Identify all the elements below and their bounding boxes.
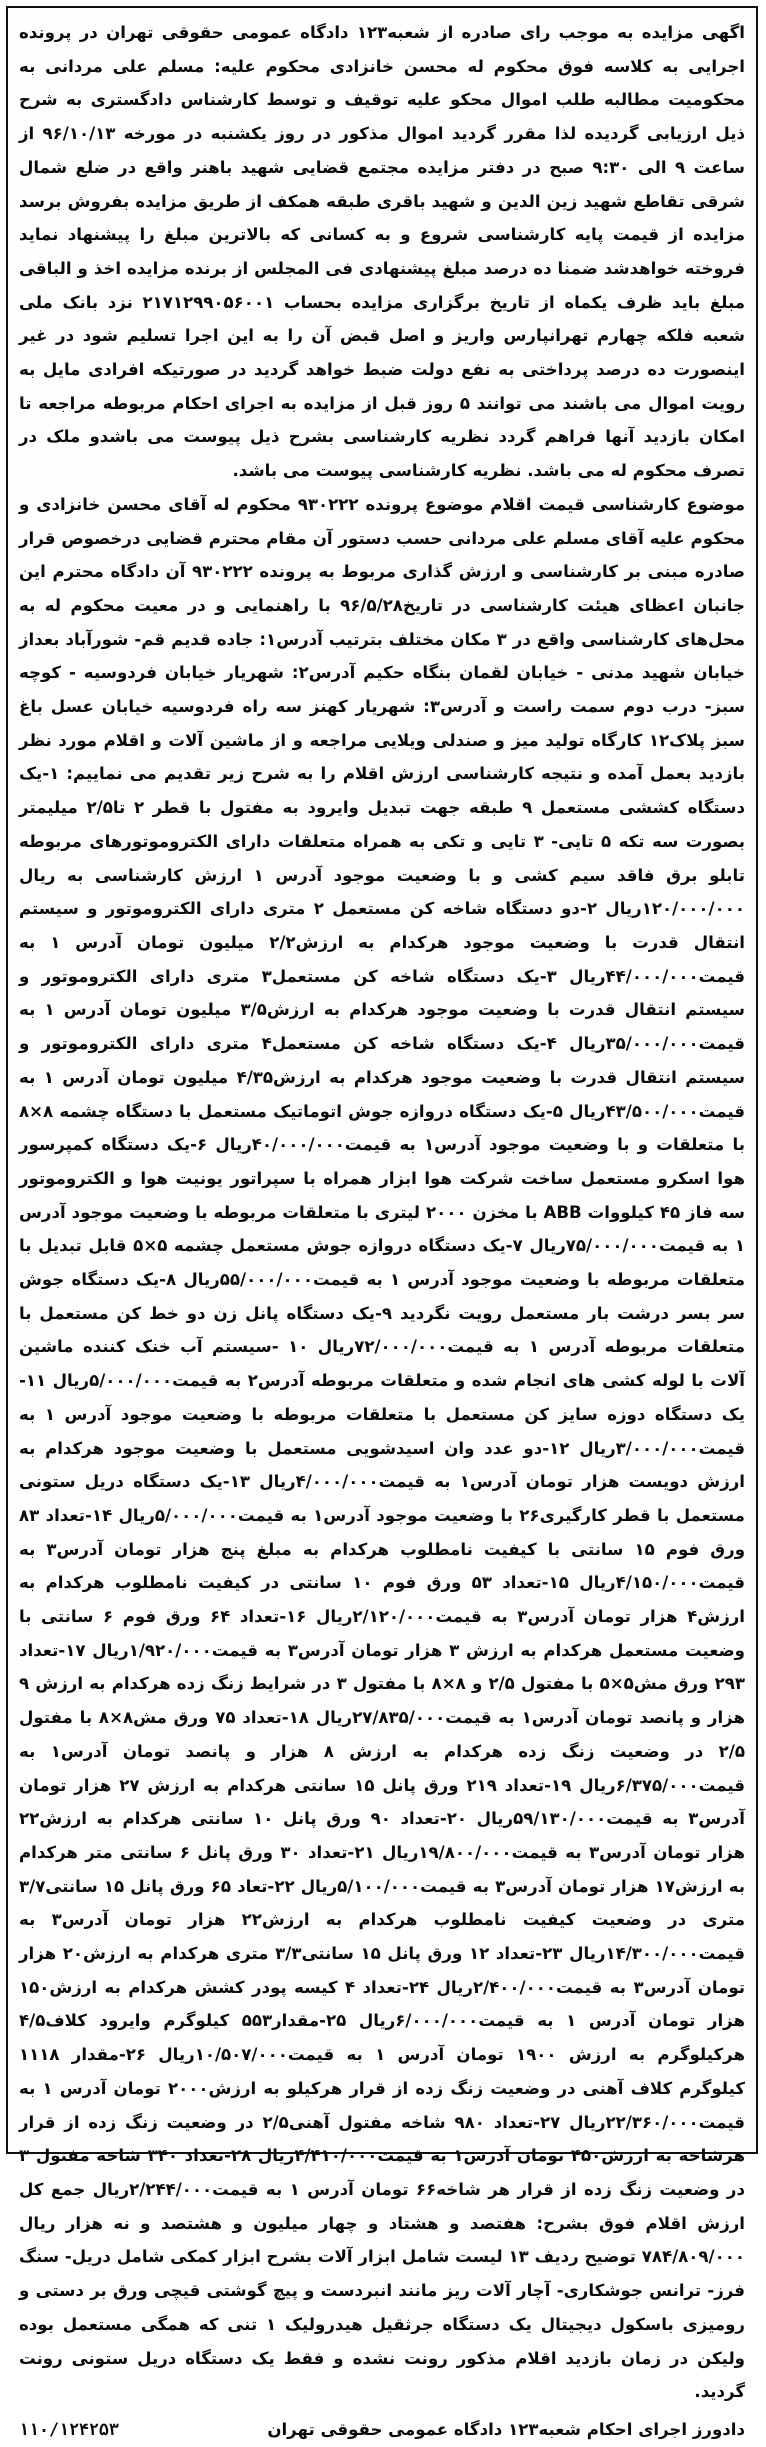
notice-intro-paragraph: اگهی مزایده به موجب رای صادره از شعبه۱۲۳ دادگاه عمومی حقوقی تهران در پرونده اجرایی به کلاسه فوق محکوم له محسن خانزادی محکوم علیه: مسلم علی مردانی به محکومیت مطالبه طلب اموال محکو علیه توقیف و توسط کارشناس دادگستری به شرح ذیل ارزیابی گردیده لذا مقرر گردید اموال مذکور در روز یکشنبه در مورخه ۹۶/۱۰/۱۳ از ساعت ۹ الی ۹:۳۰ صبح در دفتر مزایده مجتمع قضایی شهید باهنر واقع در ضلع شمال شرقی تقاطع شهید زین الدین و شهید باقری طبقه همکف از طریق مزایده بفروش برسد مزایده از قیمت پایه کارشناسی شروع و به کسانی که بالاترین مبلغ را پیشنهاد نماید فروخته خواهدشد ضمنا ده درصد مبلغ پیشنهادی فی المجلس از برنده مزایده اخذ و الباقی مبلغ باید ظرف یکماه از تاریخ برگزاری مزایده بحساب ۲۱۷۱۲۹۹۰۵۶۰۰۱ نزد بانک ملی شعبه فلکه چهارم تهرانپارس واریز و اصل قبض آن را به این اجرا تسلیم شود در غیر اینصورت ده درصد پرداختی به نفع دولت ضبط خواهد گردید در صورتیکه افرادی مایل به رویت اموال می باشند می توانند ۵ روز قبل از مزایده به اجرای احکام مربوطه مراجعه تا امکان بازدید آنها فراهم گردد نظریه کارشناسی بشرح ذیل پیوست می باشدو ملک در تصرف محکوم له می باشد. نظریه کارشناسی پیوست می باشد. [19,23,746,481]
notice-footer [19,2413,745,2447]
expert-report-paragraph: موضوع کارشناسی قیمت اقلام موضوع پرونده ۹۳۰۲۲۲ محکوم له آقای محسن خانزادی و محکوم علیه آقای مسلم علی مردانی حسب دستور آن مقام محترم قضایی درخصوص قرار صادره مبنی بر کارشناسی و ارزش گذاری مربوط به پرونده ۹۳۰۲۲۲ آن دادگاه محترم این جانبان اعظای هیئت کارشناسی در تاریخ۹۶/۵/۲۸ با راهنمایی و در معیت محکوم له به محل‌های کارشناسی واقع در ۳ مکان مختلف بترتیب آدرس۱: جاده قدیم قم- شورآباد بعداز خیابان شهید مدنی - خیابان لقمان بنگاه حکیم آدرس۲: شهریار خیابان فردوسیه - کوچه سبز- درب دوم سمت راست و آدرس۳: شهریار کهنز سه راه فردوسیه خیابان عسل باغ سبز پلاک۱۲ کارگاه تولید میز و صندلی ویلایی مراجعه و از ماشین آلات و اقلام مورد نظر بازدید بعمل آمده و نتیجه کارشناسی ارزش اقلام را به شرح زیر تقدیم می نماییم: ۱-یک دستگاه کششی مستعمل ۹ طبقه جهت تبدیل وایرود به مفتول با قطر ۲ تا۲/۵ میلیمتر بصورت سه تکه ۵ تایی- ۳ تایی و تکی به همراه متعلقات دارای الکتروموتورهای مربوطه تابلو برق فاقد سیم کشی و با وضعیت موجود آدرس ۱ ارزش کارشناسی به ریال ۱۲۰/۰۰۰/۰۰۰ریال ۲-دو دستگاه شاخه کن مستعمل ۲ متری دارای الکتروموتور و سیستم انتقال قدرت با وضعیت موجود هرکدام به ارزش۲/۲ میلیون تومان آدرس ۱ به قیمت۴۴/۰۰۰/۰۰۰ریال ۳-یک دستگاه شاخه کن مستعمل۳ متری دارای الکتروموتور و سیستم انتقال قدرت با وضعیت موجود هرکدام به ارزش۳/۵ میلیون تومان آدرس ۱ به قیمت۳۵/۰۰۰/۰۰۰ریال ۴-یک دستگاه شاخه کن مستعمل۴ متری دارای الکتروموتور و سیستم انتقال قدرت با وضعیت موجود هرکدام به ارزش۴/۳۵ میلیون تومان آدرس ۱ به قیمت۴۳/۵۰۰/۰۰۰ریال ۵-یک دستگاه دروازه جوش اتوماتیک مستعمل با دستگاه چشمه ۸×۸ با متعلقات و با وضعیت موجود آدرس۱ به قیمت۴۰/۰۰۰/۰۰۰ریال ۶-یک دستگاه کمپرسور هوا اسکرو مستعمل ساخت شرکت هوا ابزار همراه با سپراتور یونیت هوا و الکتروموتور سه فاز ۴۵ کیلووات ABB با مخزن ۲۰۰۰ لیتری با متعلقات مربوطه با وضعیت موجود آدرس ۱ به قیمت۷۵/۰۰۰/۰۰۰ریال ۷-یک دستگاه دروازه جوش مستعمل چشمه ۵×۵ قابل تبدیل با متعلقات مربوطه با وضعیت موجود آدرس ۱ به قیمت۵۵/۰۰۰/۰۰۰ریال ۸-یک دستگاه جوش سر بسر درشت بار مستعمل رویت نگردید ۹-یک دستگاه پانل زن دو خط کن مستعمل با متعلقات مربوطه آدرس ۱ به قیمت۷۲/۰۰۰/۰۰۰ریال ۱۰ -سیستم آب خنک کننده ماشین آلات با لوله کشی های انجام شده و متعلقات مربوطه آدرس۲ به قیمت۵/۰۰۰/۰۰۰ریال ۱۱-یک دستگاه دوزه سایز کن مستعمل با متعلقات مربوطه با وضعیت موجود آدرس ۱ به قیمت۳/۰۰۰/۰۰۰ریال ۱۲-دو عدد وان اسیدشویی مستعمل با وضعیت موجود هرکدام به ارزش دویست هزار تومان آدرس۱ به قیمت۴/۰۰۰/۰۰۰ریال ۱۳-یک دستگاه دریل ستونی مستعمل با قطر کارگیری۲۶ با وضعیت موجود آدرس۱ به قیمت۵/۰۰۰/۰۰۰ریال ۱۴-تعداد ۸۳ ورق فوم ۱۵ سانتی با کیفیت نامطلوب هرکدام به مبلغ پنج هزار تومان آدرس۳ به قیمت۴/۱۵۰/۰۰۰ریال ۱۵-تعداد ۵۳ ورق فوم ۱۰ سانتی در کیفیت نامطلوب هرکدام به ارزش۴ هزار تومان آدرس۳ به قیمت۲/۱۲۰/۰۰۰ریال ۱۶-تعداد ۶۴ ورق فوم ۶ سانتی با وضعیت مستعمل هرکدام به ارزش ۳ هزار تومان آدرس۳ به قیمت۱/۹۲۰/۰۰۰ریال ۱۷-تعداد ۲۹۳ ورق مش۵×۵ با مفتول ۲/۵ و ۸×۸ با مفتول ۳ در شرایط زنگ زده هرکدام به ارزش ۹ هزار و پانصد تومان آدرس۱ به قیمت۲۷/۸۳۵/۰۰۰ریال ۱۸-تعداد ۷۵ ورق مش۸×۸ با مفتول ۲/۵ در وضعیت زنگ زده هرکدام به ارزش ۸ هزار و پانصد تومان آدرس۱ به قیمت۶/۳۷۵/۰۰۰ریال ۱۹-تعداد ۲۱۹ ورق پانل ۱۵ سانتی هرکدام به ارزش ۲۷ هزار تومان آدرس۳ به قیمت۵۹/۱۳۰/۰۰۰ریال ۲۰-تعداد ۹۰ ورق پانل ۱۰ سانتی هرکدام به ارزش۲۲ هزار تومان آدرس۳ به قیمت۱۹/۸۰۰/۰۰۰ریال ۲۱-تعداد ۳۰ ورق پانل ۶ سانتی متر هرکدام به ارزش۱۷ هزار تومان آدرس۳ به قیمت۵/۱۰۰/۰۰۰ریال ۲۲-تعاد ۶۵ ورق پانل ۱۵ سانتی۳/۷ متری در وضعیت کیفیت نامطلوب هرکدام به ارزش۲۲ هزار تومان آدرس۳ به قیمت۱۴/۳۰۰/۰۰۰ریال ۲۳-تعداد ۱۲ ورق پانل ۱۵ سانتی۳/۳ متری هرکدام به ارزش۲۰ هزار تومان آدرس۳ به قیمت۲/۴۰۰/۰۰۰ریال ۲۴-تعداد ۴ کیسه پودر کشش هرکدام به ارزش۱۵۰ هزار تومان آدرس ۱ به قیمت۶/۰۰۰/۰۰۰ریال ۲۵-مقدار۵۵۳ کیلوگرم وایرود کلاف۴/۵ هرکیلوگرم به ارزش ۱۹۰۰ تومان آدرس ۱ به قیمت۱۰/۵۰۷/۰۰۰ریال ۲۶-مقدار ۱۱۱۸ کیلوگرم کلاف آهنی در وضعیت زنگ زده از قرار هرکیلو به ارزش۲۰۰۰ تومان آدرس ۱ به قیمت۲۲/۳۶۰/۰۰۰ریال ۲۷-تعداد ۹۸۰ شاخه مفتول آهنی۲/۵ در وضعیت زنگ زده از قرار هرشاخه به ارزش۴۵۰ تومان آدرس۱ به قیمت۴/۴۱۰/۰۰۰ریال ۲۸-تعداد ۳۴۰ شاخه مفتول ۳ در وضعیت زنگ زده از قرار هر شاخه۶۶ تومان آدرس ۱ به قیمت۲/۲۴۴/۰۰۰ریال جمع کل ارزش اقلام فوق بشرح: هفتصد و هشتاد و چهار میلیون و هشتصد و نه هزار ریال ۷۸۴/۸۰۹/۰۰۰ توضیح ردیف ۱۳ لیست شامل ابزار آلات بشرح ابزار کمکی شامل دریل- سنگ فرز- ترانس جوشکاری- آچار آلات ریز مانند انبردست و پیچ گوشتی قیچی ورق بر دستی و رومیزی باسکول دیجیتال یک دستگاه جرثقیل هیدرولیک ۱ تنی که همگی مستعمل بوده ولیکن در زمان بازدید اقلام مذکور رونت نشده و فقط یک دستگاه دریل ستونی رونت گردید. [19,494,746,2402]
auction-notice [6,6,758,2439]
reference-number: ۱۱۰/۱۲۴۲۵۳ [19,2419,119,2439]
issuing-authority: دادورز اجرای احکام شعبه۱۲۳ دادگاه عمومی حقوقی تهران [267,2419,745,2439]
